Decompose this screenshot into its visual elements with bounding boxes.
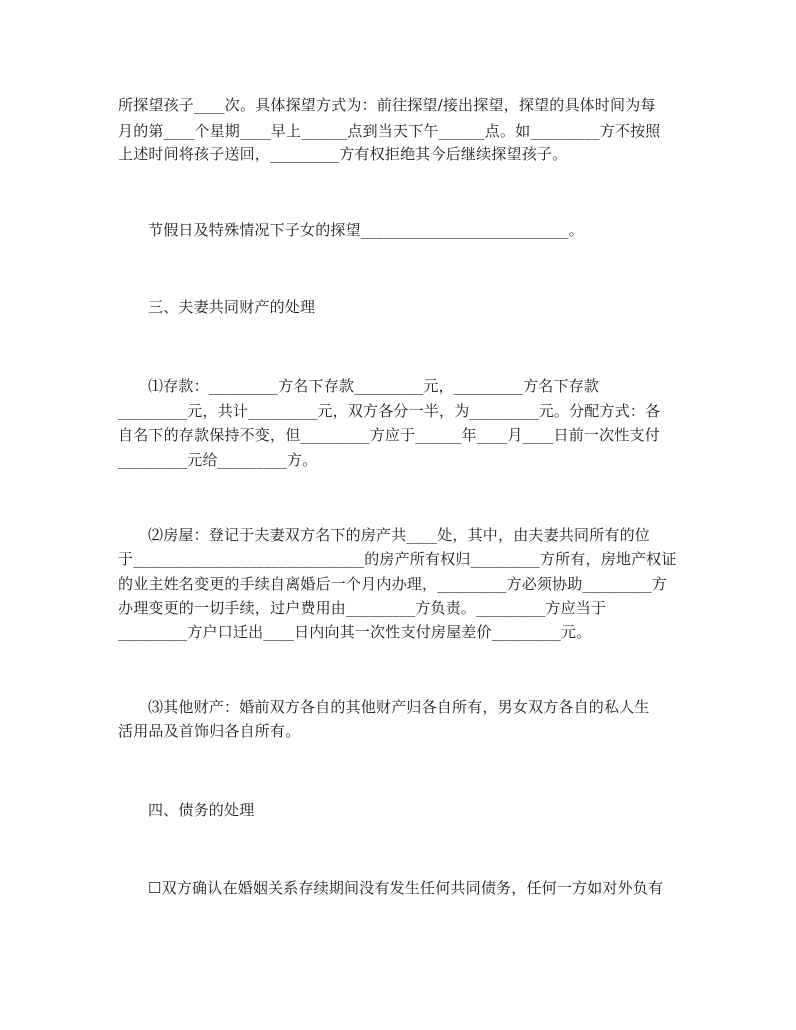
section-3-heading: 三、夫妻共同财产的处理 xyxy=(148,298,316,316)
visitation-line-1: 所探望孩子____次。具体探望方式为：前往探望/接出探望，探望的具体时间为每 xyxy=(118,96,656,114)
house-line-3: 的业主姓名变更的手续自离婚后一个月内办理，_________方必须协助_________方 xyxy=(118,575,668,593)
visitation-line-3: 上述时间将孩子送回，_________方有权拒绝其今后继续探望孩子。 xyxy=(118,145,568,163)
section-4-heading: 四、债务的处理 xyxy=(148,801,255,819)
other-property-line-2: 活用品及首饰归各自所有。 xyxy=(118,722,301,740)
visitation-line-2: 月的第____个星期____早上______点到当天下午______点。如_________方不按照 xyxy=(118,122,661,140)
house-line-2: 于______________________________的房产所有权归_________方所有，房地产权证 xyxy=(118,550,677,568)
other-property-line-1: ⑶其他财产：婚前双方各自的其他财产归各自所有，男女双方各自的私人生 xyxy=(148,698,650,716)
deposits-line-3: 自名下的存款保持不变，但_________方应于______年____月____日前一次性支付 xyxy=(118,426,660,444)
deposits-line-1: ⑴存款：_________方名下存款_________元，_________方名下存款 xyxy=(148,377,600,395)
deposits-line-4: _________元给_________方。 xyxy=(118,451,318,469)
holiday-visitation-line: 节假日及特殊情况下子女的探望___________________________。 xyxy=(148,221,584,239)
house-line-5: _________方户口迁出____日内向其一次性支付房屋差价_________元。 xyxy=(118,623,592,641)
deposits-line-2: _________元，共计_________元，双方各分一半，为_________元。分配方式：各 xyxy=(118,402,661,420)
house-line-4: 办理变更的一切手续，过户费用由_________方负责。_________方应当于 xyxy=(118,599,607,617)
house-line-1: ⑵房屋：登记于夫妻双方名下的房产共____处，其中，由夫妻共同所有的位 xyxy=(148,526,651,544)
debt-line-1: ☐双方确认在婚姻关系存续期间没有发生任何共同债务，任何一方如对外负有 xyxy=(148,879,664,897)
